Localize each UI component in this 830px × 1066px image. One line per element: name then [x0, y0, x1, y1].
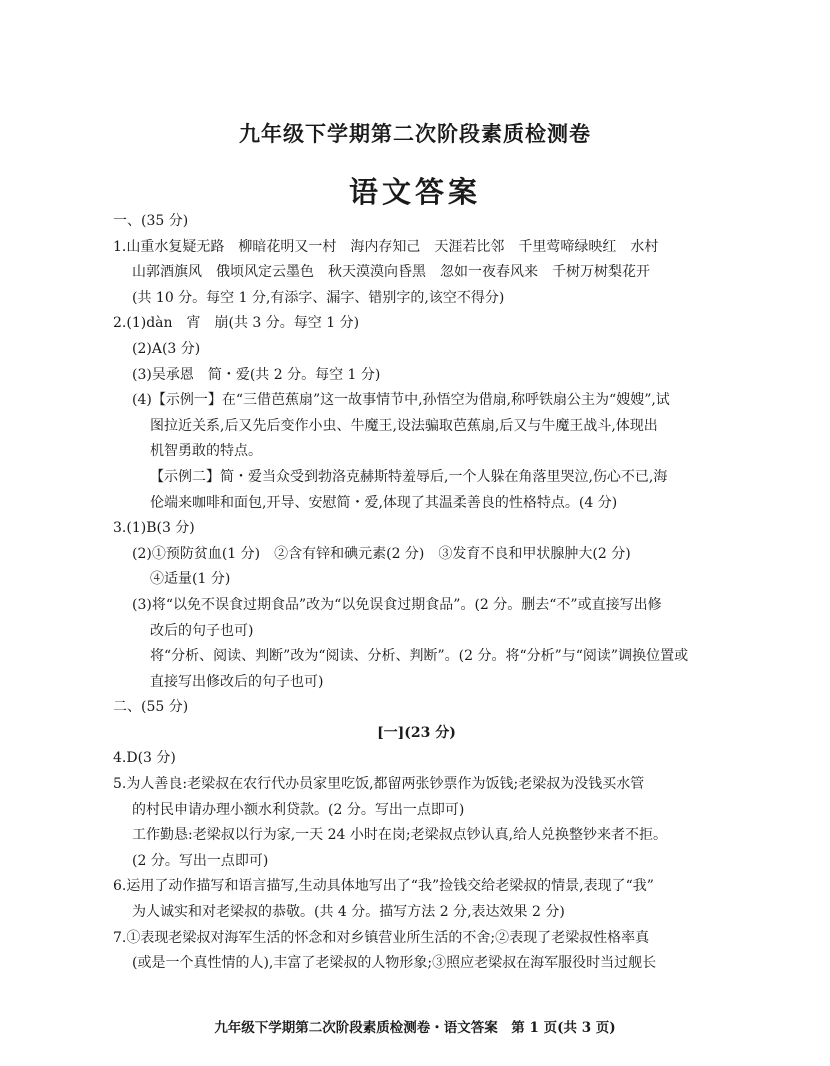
- answer-line: 图拉近关系,后又先后变作小虫、牛魔王,设法骗取芭蕉扇,后又与牛魔王战斗,体现出: [150, 417, 658, 434]
- section-heading: [一](23 分): [377, 724, 456, 741]
- answer-line: 机智勇敢的特点。: [150, 443, 262, 460]
- answer-line: 4.D(3 分): [113, 750, 176, 767]
- answer-line: (4)【示例一】在“三借芭蕉扇”这一故事情节中,孙悟空为借扇,称呼铁扇公主为“嫂嫂”,试: [132, 392, 670, 409]
- answer-line: 山郭酒旗风 俄顷风定云墨色 秋天漠漠向昏黑 忽如一夜春风来 千树万树梨花开: [132, 264, 650, 281]
- answer-line: 1.山重水复疑无路 柳暗花明又一村 海内存知己 天涯若比邻 千里莺啼绿映红 水村: [113, 238, 659, 255]
- answer-line: ④适量(1 分): [150, 571, 231, 588]
- answer-line: 工作勤恳:老梁叔以行为家,一天 24 小时在岗;老梁叔点钞认真,给人兑换整钞来者不拒。: [132, 827, 668, 844]
- answer-line: 7.①表现老梁叔对海军生活的怀念和对乡镇营业所生活的不舍;②表现了老梁叔性格率真: [113, 929, 650, 946]
- answer-line: (2 分。写出一点即可): [132, 852, 269, 869]
- answer-line: (2)A(3 分): [132, 340, 201, 357]
- answer-line: 将“分析、阅读、判断”改为“阅读、分析、判断”。(2 分。将“分析”与“阅读”调换位置或: [150, 648, 689, 665]
- page-title: 九年级下学期第二次阶段素质检测卷: [239, 121, 591, 146]
- answer-line: (2)①预防贫血(1 分) ②含有锌和碘元素(2 分) ③发育不良和甲状腺肿大(2 分): [132, 545, 631, 562]
- answer-content: [113, 209, 720, 977]
- answer-line: (共 10 分。每空 1 分,有添字、漏字、错别字的,该空不得分): [132, 289, 505, 306]
- answer-line: (3)将“以免不误食过期食品”改为“以免误食过期食品”。(2 分。删去“不”或直接写出修: [132, 596, 662, 613]
- answer-line: 直接写出修改后的句子也可): [150, 673, 324, 690]
- answer-line: 【示例二】简・爱当众受到勃洛克赫斯特羞辱后,一个人躲在角落里哭泣,伤心不已,海: [150, 468, 668, 485]
- page-footer: 九年级下学期第二次阶段素质检测卷・语文答案 第 1 页(共 3 页): [214, 1020, 616, 1036]
- answer-line: 3.(1)B(3 分): [113, 520, 195, 537]
- answer-line: 5.为人善良:老梁叔在农行代办员家里吃饭,都留两张钞票作为饭钱;老梁叔为没钱买水管: [113, 776, 645, 793]
- answer-line: 伦端来咖啡和面包,开导、安慰简・爱,体现了其温柔善良的性格特点。(4 分): [150, 494, 618, 511]
- answer-line: 2.(1)dàn 宵 崩(共 3 分。每空 1 分): [113, 315, 360, 332]
- answer-line: (3)吴承恩 简・爱(共 2 分。每空 1 分): [132, 366, 381, 383]
- answer-line: 6.运用了动作描写和语言描写,生动具体地写出了“我”捡钱交给老梁叔的情景,表现了“我”: [113, 878, 654, 895]
- answer-line: 一、(35 分): [113, 213, 189, 229]
- answer-line: 二、(55 分): [113, 699, 189, 716]
- answer-line: 的村民申请办理小额水利贷款。(2 分。写出一点即可): [132, 801, 465, 818]
- answer-line: (或是一个真性情的人),丰富了老梁叔的人物形象;③照应老梁叔在海军服役时当过舰长: [132, 955, 657, 972]
- page-subtitle: 语文答案: [348, 175, 481, 209]
- answer-line: 为人诚实和对老梁叔的恭敬。(共 4 分。描写方法 2 分,表达效果 2 分): [132, 904, 565, 921]
- answer-line: 改后的句子也可): [150, 622, 254, 639]
